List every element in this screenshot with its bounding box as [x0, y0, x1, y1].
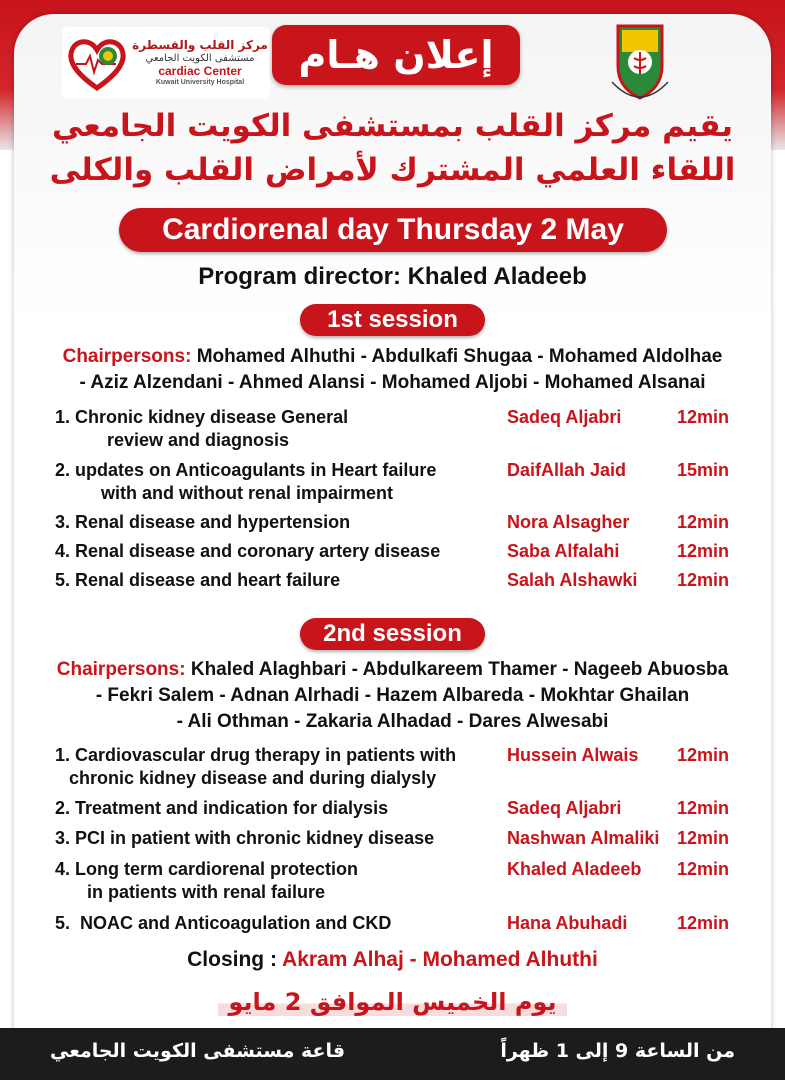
talk-speaker: Salah Alshawki — [507, 570, 638, 590]
chairs-line: Mohamed Alhuthi - Abdulkafi Shugaa - Mohamed Aldolhae — [196, 346, 723, 367]
session-1-chairpersons — [30, 344, 755, 396]
hospital-emblem-icon — [592, 22, 688, 106]
talk-speaker: Sadeq Aljabri — [507, 407, 622, 427]
logo-english-title: cardiac Center — [158, 63, 242, 78]
talk-duration: 15min — [677, 460, 730, 480]
chairs-line: - Ali Othman - Zakaria Alhadad - Dares Alwesabi — [176, 711, 609, 732]
talk-title — [55, 406, 495, 452]
talk-title-line: review and diagnosis — [107, 430, 290, 450]
chair-label: Chairpersons: — [62, 346, 192, 367]
arabic-date-text: يوم الخميس الموافق 2 مايو — [218, 988, 566, 1016]
talk-duration: 12min — [677, 512, 730, 532]
talk-title-line: with and without renal impairment — [101, 483, 394, 503]
talk-title-line: 1. Chronic kidney disease General — [55, 407, 349, 427]
arabic-headline-2: اللقاء العلمي المشترك لأمراض القلب والكلى — [49, 152, 736, 188]
closing-label: Closing : — [187, 948, 277, 971]
talk-duration: 12min — [677, 570, 730, 590]
session-2-title: 2nd session — [300, 618, 485, 650]
session-1-title: 1st session — [300, 304, 485, 336]
talk-title — [55, 744, 495, 790]
closing-names: Akram Alhaj - Mohamed Alhuthi — [282, 948, 598, 971]
talk-speaker: Nashwan Almaliki — [507, 828, 660, 848]
logo-arabic-title: مركز القلب والقسطرة — [132, 38, 268, 53]
arabic-headline-1: يقيم مركز القلب بمستشفى الكويت الجامعي — [51, 108, 734, 144]
session-2-chairpersons — [30, 657, 755, 735]
talk-title: 5. NOAC and Anticoagulation and CKD — [55, 913, 392, 933]
talk-duration: 12min — [677, 913, 730, 933]
talk-speaker: Nora Alsagher — [507, 512, 630, 532]
talk-speaker: Saba Alfalahi — [507, 541, 620, 561]
cardiac-center-logo — [62, 27, 270, 99]
chair-label: Chairpersons: — [56, 659, 186, 680]
talk-speaker: Hussein Alwais — [507, 745, 639, 765]
event-title-pill: Cardiorenal day Thursday 2 May — [119, 208, 667, 252]
closing-line — [0, 948, 785, 972]
talk-title: 4. Renal disease and coronary artery disease — [55, 541, 441, 561]
program-director: Program director: Khaled Aladeeb — [198, 263, 587, 290]
logo-arabic-subtitle: مستشفى الكويت الجامعي — [145, 53, 255, 65]
footer-venue: قاعة مستشفى الكويت الجامعي — [50, 1040, 346, 1062]
talk-duration: 12min — [677, 407, 730, 427]
talk-duration: 12min — [677, 859, 730, 879]
talk-title-line: 4. Long term cardiorenal protection — [55, 859, 359, 879]
announcement-banner: إعلان هـام — [272, 25, 520, 85]
chairs-line: - Fekri Salem - Adnan Alrhadi - Hazem Albareda - Mokhtar Ghailan — [95, 685, 690, 706]
talk-title-line: chronic kidney disease and during dialysly — [69, 768, 437, 788]
chairs-line: - Aziz Alzendani - Ahmed Alansi - Mohamed Aljobi - Mohamed Alsanai — [79, 372, 706, 393]
talk-duration: 12min — [677, 828, 730, 848]
talk-speaker: Hana Abuhadi — [507, 913, 628, 933]
logo-english-subtitle: Kuwait University Hospital — [155, 78, 245, 86]
talk-speaker: Sadeq Aljabri — [507, 798, 622, 818]
talk-duration: 12min — [677, 798, 730, 818]
talk-title — [55, 858, 495, 904]
heart-logo-icon — [64, 30, 130, 96]
talk-duration: 12min — [677, 745, 730, 765]
talk-title-line: 2. updates on Anticoagulants in Heart failure — [55, 460, 437, 480]
talk-title-line: 1. Cardiovascular drug therapy in patients with — [55, 745, 457, 765]
talk-title: 2. Treatment and indication for dialysis — [55, 798, 389, 818]
talk-title: 3. PCI in patient with chronic kidney disease — [55, 828, 435, 848]
footer-bar — [0, 1028, 785, 1080]
talk-title — [55, 459, 495, 505]
footer-time: من الساعة 9 إلى 1 ظهراً — [500, 1040, 735, 1062]
chairs-line: Khaled Alaghbari - Abdulkareem Thamer - Nageeb Abuosba — [190, 659, 729, 680]
talk-title: 5. Renal disease and heart failure — [55, 570, 341, 590]
talk-speaker: Khaled Aladeeb — [507, 859, 642, 879]
talk-duration: 12min — [677, 541, 730, 561]
talk-title: 3. Renal disease and hypertension — [55, 512, 351, 532]
talk-title-line: in patients with renal failure — [87, 882, 326, 902]
talk-speaker: DaifAllah Jaid — [507, 460, 627, 480]
arabic-date — [0, 988, 785, 1016]
